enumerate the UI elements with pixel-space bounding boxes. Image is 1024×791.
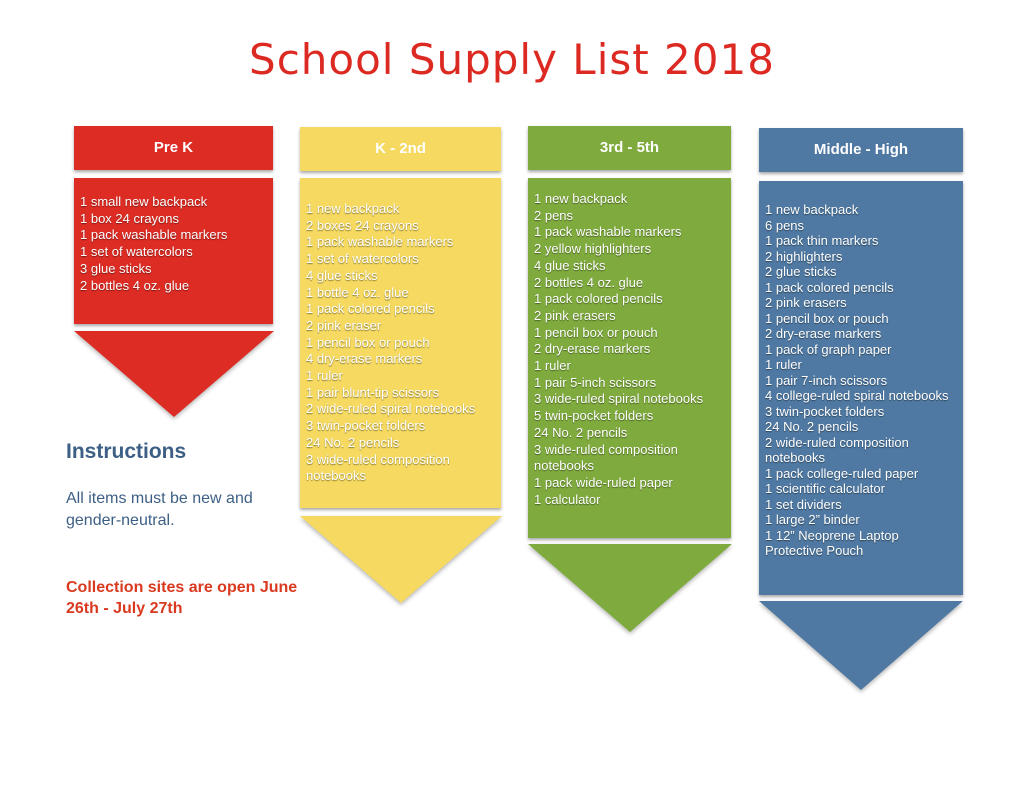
list-item: 1 set of watercolors xyxy=(306,251,419,267)
instructions-text: All items must be new and gender-neutral. xyxy=(66,490,253,529)
list-item: 1 large 2” binder xyxy=(765,512,860,527)
list-item: 24 No. 2 pencils xyxy=(534,424,628,440)
list-item: 2 dry-erase markers xyxy=(765,326,882,341)
list-item: 1 pair blunt-tip scissors xyxy=(306,384,439,400)
column-body xyxy=(528,178,731,538)
list-item: 2 pink erasers xyxy=(534,307,616,323)
arrow-shape xyxy=(300,516,502,603)
list-item: 2 wide-ruled spiral notebooks xyxy=(306,401,476,417)
list-item: 1 bottle 4 oz. glue xyxy=(306,284,409,300)
list-item: 4 college-ruled spiral notebooks xyxy=(765,388,949,403)
list-item: 1 pack colored pencils xyxy=(534,291,663,307)
arrow-shape xyxy=(528,544,732,632)
list-item: 4 glue sticks xyxy=(534,257,606,273)
list-item: 1 small new backpack xyxy=(80,194,208,209)
list-item: 2 pink erasers xyxy=(765,295,847,310)
list-item: 1 pair 7-inch scissors xyxy=(765,372,888,388)
list-item: 1 pack colored pencils xyxy=(765,279,894,295)
list-item: 1 pack wide-ruled paper xyxy=(534,474,673,490)
list-item: 2 boxes 24 crayons xyxy=(306,217,419,233)
list-item: 3 wide-ruled composition notebooks xyxy=(306,451,450,484)
column-body xyxy=(74,178,273,324)
list-item: 2 glue sticks xyxy=(765,264,837,279)
list-item: 1 ruler xyxy=(306,368,343,384)
arrow-shape xyxy=(759,601,963,690)
list-item: 2 pens xyxy=(534,207,574,223)
list-item: 1 pencil box or pouch xyxy=(534,324,658,340)
list-item: 2 wide-ruled composition notebooks xyxy=(765,434,909,465)
supply-list xyxy=(74,178,273,294)
page-title: School Supply List 2018 xyxy=(249,35,775,84)
list-item: 1 pack washable markers xyxy=(80,227,228,243)
list-item: 1 pack colored pencils xyxy=(306,301,435,317)
instructions-heading: Instructions xyxy=(66,440,187,463)
list-item: 1 pack thin markers xyxy=(765,233,879,248)
list-item: 2 highlighters xyxy=(765,248,843,264)
list-item: 2 yellow highlighters xyxy=(534,241,652,257)
list-item: 4 dry-erase markers xyxy=(306,351,423,367)
list-item: 4 glue sticks xyxy=(306,267,378,283)
list-item: 1 ruler xyxy=(534,358,571,374)
column-body xyxy=(300,178,501,508)
list-item: 1 calculator xyxy=(534,491,601,507)
collection-dates-text: Collection sites are open June 26th - July 27th xyxy=(66,579,298,617)
list-item: 24 No. 2 pencils xyxy=(765,419,859,434)
list-item: 2 bottles 4 oz. glue xyxy=(534,274,644,290)
list-item: 1 pack washable markers xyxy=(534,224,682,240)
list-item: 3 wide-ruled spiral notebooks xyxy=(534,391,704,407)
list-item: 1 pack of graph paper xyxy=(765,341,892,357)
list-item: 2 pink eraser xyxy=(306,317,382,333)
list-item: 2 dry-erase markers xyxy=(534,341,651,357)
list-item: 6 pens xyxy=(765,217,805,233)
list-item: 1 new backpack xyxy=(306,201,400,216)
supply-list xyxy=(528,178,731,508)
list-item: 1 pencil box or pouch xyxy=(306,334,430,350)
list-item: 3 glue sticks xyxy=(80,260,152,276)
supply-list xyxy=(300,178,501,485)
list-item: 2 bottles 4 oz. glue xyxy=(80,277,190,293)
list-item: 1 set dividers xyxy=(765,496,842,512)
column-header: Pre K xyxy=(74,126,273,170)
list-item: 5 twin-pocket folders xyxy=(534,408,654,424)
column-header: 3rd - 5th xyxy=(528,126,731,170)
list-item: 1 scientific calculator xyxy=(765,481,885,496)
list-item: 3 twin-pocket folders xyxy=(306,418,426,434)
list-item: 1 pencil box or pouch xyxy=(765,310,889,326)
list-item: 1 12” Neoprene Laptop Protective Pouch xyxy=(765,527,899,558)
column-body xyxy=(759,181,963,595)
list-item: 1 new backpack xyxy=(765,202,859,217)
column-header: K - 2nd xyxy=(300,127,501,171)
list-item: 3 twin-pocket folders xyxy=(765,403,885,419)
list-item: 24 No. 2 pencils xyxy=(306,434,400,450)
arrow-shape xyxy=(74,331,274,417)
list-item: 1 set of watercolors xyxy=(80,244,193,260)
supply-list xyxy=(759,181,963,559)
list-item: 3 wide-ruled composition notebooks xyxy=(534,441,678,474)
column-header: Middle - High xyxy=(759,128,963,172)
list-item: 1 ruler xyxy=(765,357,802,372)
list-item: 1 pair 5-inch scissors xyxy=(534,374,657,390)
list-item: 1 box 24 crayons xyxy=(80,210,180,226)
list-item: 1 pack college-ruled paper xyxy=(765,465,919,481)
list-item: 1 pack washable markers xyxy=(306,234,454,250)
list-item: 1 new backpack xyxy=(534,191,628,206)
